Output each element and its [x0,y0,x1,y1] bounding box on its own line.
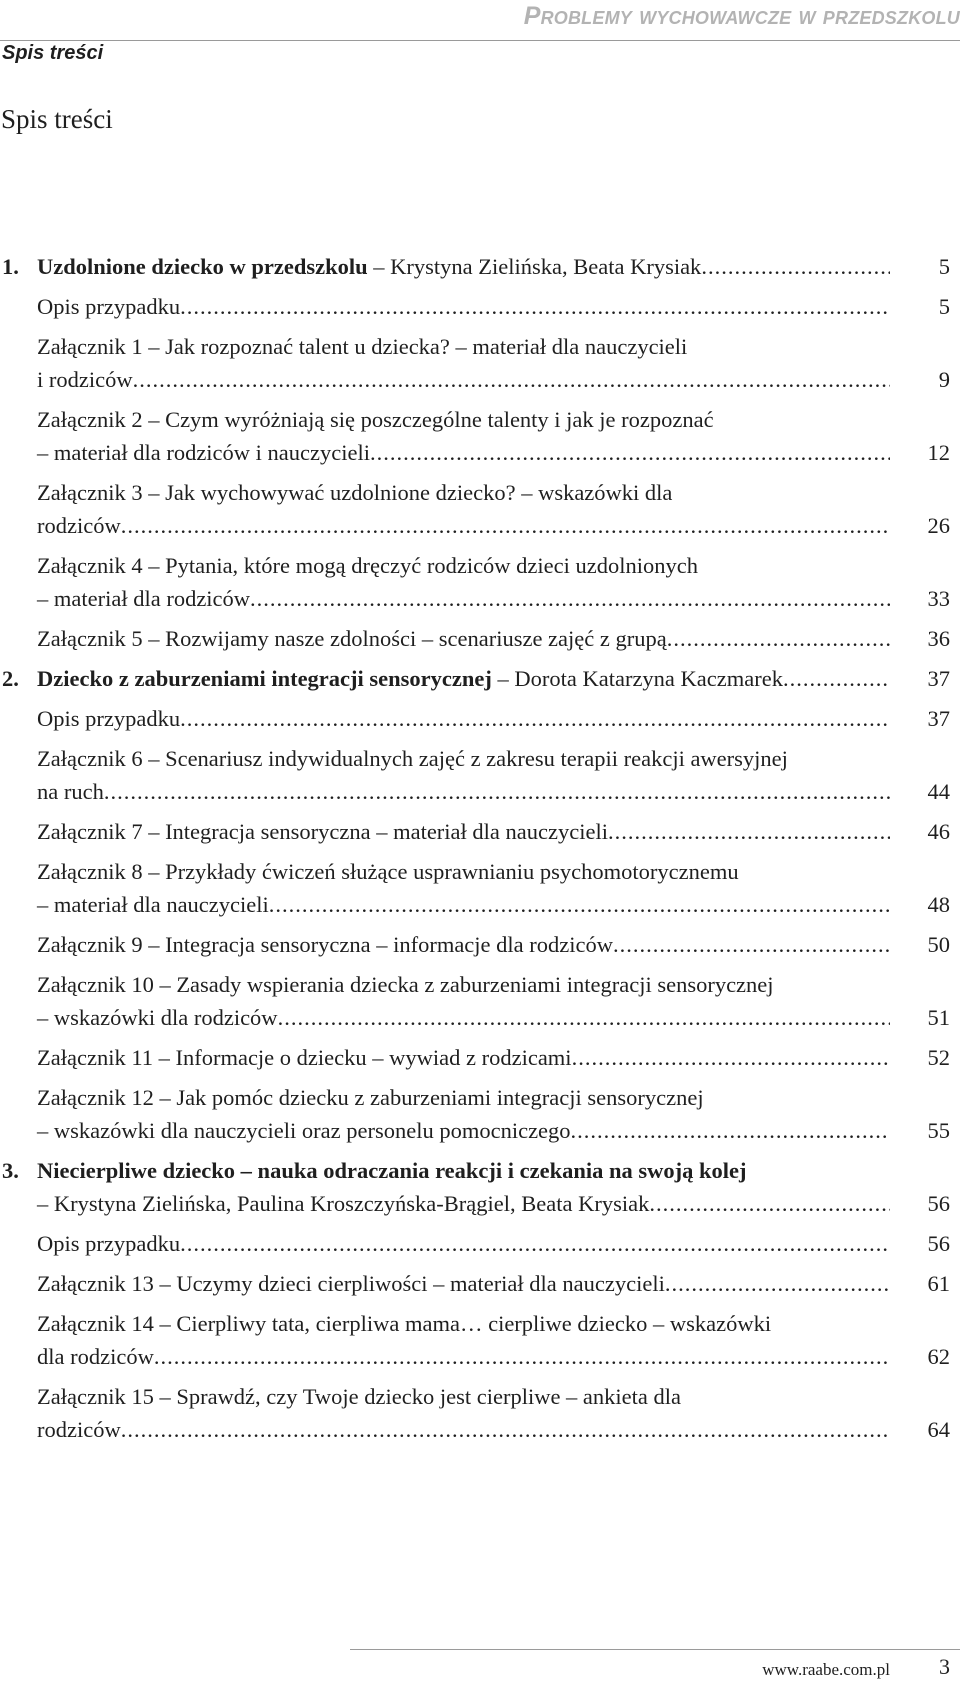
toc-entry-line [37,509,890,542]
toc-entry-title [37,290,180,323]
entry-text: na ruch [37,779,104,804]
footer-divider [350,1649,960,1650]
toc-page-number: 64 [927,1417,950,1442]
toc-entry-title [37,436,370,469]
entry-text: Załącznik 4 – Pytania, które mogą dręczyć rodziców dzieci uzdolnionych [37,553,698,578]
toc-page-number: 36 [927,626,950,651]
dot-leader [180,290,890,323]
toc-entry-line [37,742,890,775]
toc-page-number: 51 [927,1005,950,1030]
entry-text: Opis przypadku [37,294,181,319]
toc-page-number: 5 [938,254,950,279]
toc-page-number: 56 [927,1191,950,1216]
toc-entry[interactable] [0,968,960,1034]
chapter-number: 2. [2,666,19,691]
chapter-number: 1. [2,254,19,279]
publisher-url[interactable]: www.raabe.com.pl [762,1660,890,1679]
toc-entry[interactable] [0,330,960,396]
toc-page-number: 50 [927,932,950,957]
dot-leader [783,662,890,695]
toc-entry-line [37,855,890,888]
entry-text: Załącznik 5 – Rozwijamy nasze zdolności – scenariusze zajęć z grupą [37,626,667,651]
toc-chapter-entry[interactable] [0,250,960,283]
entry-text: – Dorota Katarzyna Kaczmarek [491,666,783,691]
entry-text: Załącznik 7 – Integracja sensoryczna – materiał dla nauczycieli [37,819,608,844]
dot-leader [278,1001,890,1034]
dot-leader [572,1041,890,1074]
toc-entry-line [37,888,890,921]
toc-entry[interactable] [0,1307,960,1373]
toc-entry-title [37,1340,154,1373]
entry-text: rodziców [37,513,121,538]
chapter-number: 3. [2,1158,19,1183]
toc-entry-title [37,888,269,921]
entry-text: – Krystyna Zielińska, Beata Krysiak [367,254,702,279]
toc-page-number: 62 [927,1344,950,1369]
toc-entry-line [37,403,890,436]
toc-entry-title [37,1267,665,1300]
dot-leader [121,509,890,542]
toc-entry-line [37,1187,890,1220]
toc-entry[interactable] [0,549,960,615]
entry-text: – materiał dla rodziców i nauczycieli [37,440,370,465]
toc-entry-line [37,290,890,323]
toc-entry-line [37,1081,890,1114]
toc-chapter-entry[interactable] [0,662,960,695]
dot-leader [649,1187,890,1220]
toc-entry-line [37,1340,890,1373]
entry-text: Opis przypadku [37,706,181,731]
toc-entry-title [37,1187,649,1220]
toc-entry-title [37,1227,180,1260]
toc-entry-title [37,363,133,396]
dot-leader [571,1114,890,1147]
entry-text: Załącznik 15 – Sprawdź, czy Twoje dziecko jest cierpliwe – ankieta dla [37,1384,682,1409]
entry-text: Załącznik 9 – Integracja sensoryczna – informacje dla rodziców [37,932,613,957]
toc-entry[interactable] [0,1227,960,1260]
entry-text: rodziców [37,1417,121,1442]
toc-page-number: 52 [927,1045,950,1070]
toc-page-number: 55 [927,1118,950,1143]
toc-entry-line [37,582,890,615]
toc-entry-title [37,509,121,542]
toc-entry[interactable] [0,742,960,808]
toc-entry-title [37,476,672,509]
toc-page-number: 37 [927,666,950,691]
running-section-title: Spis treści [2,42,104,64]
toc-entry-title [37,1001,278,1034]
toc-entry[interactable] [0,1267,960,1300]
dot-leader [180,1227,890,1260]
toc-entry-title [37,403,714,436]
toc-entry[interactable] [0,622,960,655]
dot-leader [250,582,890,615]
toc-entry-line [37,928,890,961]
toc-entry-title [37,1380,681,1413]
toc-entry-title [37,928,613,961]
dot-leader [701,250,890,283]
toc-page-number: 48 [927,892,950,917]
toc-entry-line [37,436,890,469]
toc-entry[interactable] [0,290,960,323]
toc-entry-line [37,775,890,808]
dot-leader [154,1340,890,1373]
publication-title: Problemy wychowawcze w przedszkolu [523,2,960,30]
toc-entry-title [37,815,608,848]
dot-leader [133,363,890,396]
toc-entry[interactable] [0,403,960,469]
entry-text: – materiał dla rodziców [37,586,251,611]
toc-entry-line [37,622,890,655]
dot-leader [370,436,890,469]
toc-entry[interactable] [0,702,960,735]
entry-text: Załącznik 2 – Czym wyróżniają się poszczególne talenty i jak je rozpoznać [37,407,714,432]
toc-entry-title [37,662,783,695]
toc-entry-line [37,1307,890,1340]
toc-entry-line [37,968,890,1001]
toc-entry[interactable] [0,1081,960,1147]
toc-page-number: 46 [927,819,950,844]
toc-entry-title [37,1307,771,1340]
toc-entry-title [37,1114,571,1147]
entry-text: Załącznik 6 – Scenariusz indywidualnych zajęć z zakresu terapii reakcji awersyjnej [37,746,788,771]
toc-entry-title [37,775,104,808]
entry-text: dla rodziców [37,1344,154,1369]
toc-entry-line [37,549,890,582]
toc-entry-line [37,1041,890,1074]
entry-text: – wskazówki dla nauczycieli oraz personelu pomocniczego [37,1118,571,1143]
dot-leader [104,775,890,808]
toc-entry-title [37,742,788,775]
page-number: 3 [939,1654,950,1679]
toc-chapter-entry[interactable] [0,1154,960,1220]
toc-entry-title [37,582,250,615]
toc-page-number: 26 [927,513,950,538]
toc-entry-line [37,250,890,283]
toc-page-number: 5 [938,294,950,319]
toc-entry[interactable] [0,928,960,961]
entry-text: Załącznik 12 – Jak pomóc dziecku z zaburzeniami integracji sensorycznej [37,1085,704,1110]
toc-page-number: 61 [927,1271,950,1296]
dot-leader [665,1267,890,1300]
entry-text: Załącznik 10 – Zasady wspierania dziecka z zaburzeniami integracji sensorycznej [37,972,774,997]
dot-leader [608,815,890,848]
dot-leader [121,1413,890,1446]
entry-text: – materiał dla nauczycieli [37,892,269,917]
entry-text: – wskazówki dla rodziców [37,1005,278,1030]
entry-text: Załącznik 13 – Uczymy dzieci cierpliwości – materiał dla nauczycieli [37,1271,665,1296]
toc-entry-line [37,1380,890,1413]
toc-entry-line [37,1413,890,1446]
toc-entry-line [37,702,890,735]
toc-entry-line [37,662,890,695]
toc-entry-line [37,476,890,509]
toc-entry[interactable] [0,815,960,848]
page-title: Spis treści [1,104,113,134]
entry-text: i rodziców [37,367,133,392]
toc-entry[interactable] [0,1041,960,1074]
toc-page-number: 12 [927,440,950,465]
toc-entry-line [37,815,890,848]
entry-text: – Krystyna Zielińska, Paulina Kroszczyńska-Brągiel, Beata Krysiak [37,1191,650,1216]
toc-entry-title [37,968,774,1001]
dot-leader [613,928,890,961]
toc-page-number: 9 [938,367,950,392]
entry-text: Załącznik 8 – Przykłady ćwiczeń służące usprawnianiu psychomotorycznemu [37,859,739,884]
toc-entry[interactable] [0,855,960,921]
toc-entry-title [37,1081,704,1114]
toc-entry-title [37,250,701,283]
dot-leader [269,888,890,921]
toc-entry-line [37,1114,890,1147]
toc-entry-title [37,1041,572,1074]
table-of-contents [0,250,960,1453]
toc-entry-title [37,1154,747,1187]
toc-entry-title [37,702,180,735]
entry-text: Załącznik 11 – Informacje o dziecku – wywiad z rodzicami [37,1045,572,1070]
toc-entry-line [37,1267,890,1300]
chapter-title: Niecierpliwe dziecko – nauka odraczania reakcji i czekania na swoją kolej [37,1158,747,1183]
toc-entry-line [37,1227,890,1260]
toc-entry[interactable] [0,476,960,542]
entry-text: Załącznik 1 – Jak rozpoznać talent u dziecka? – materiał dla nauczycieli [37,334,688,359]
header-divider [0,40,960,41]
chapter-title: Dziecko z zaburzeniami integracji sensorycznej [37,666,492,691]
toc-page-number: 37 [927,706,950,731]
toc-page-number: 33 [927,586,950,611]
chapter-title: Uzdolnione dziecko w przedszkolu [37,254,368,279]
toc-entry-title [37,330,687,363]
toc-entry[interactable] [0,1380,960,1446]
entry-text: Opis przypadku [37,1231,181,1256]
toc-entry-line [37,363,890,396]
toc-entry-line [37,330,890,363]
entry-text: Załącznik 3 – Jak wychowywać uzdolnione dziecko? – wskazówki dla [37,480,673,505]
toc-entry-title [37,622,667,655]
dot-leader [667,622,890,655]
dot-leader [180,702,890,735]
toc-page-number: 44 [927,779,950,804]
toc-page-number: 56 [927,1231,950,1256]
toc-entry-title [37,1413,121,1446]
entry-text: Załącznik 14 – Cierpliwy tata, cierpliwa mama… cierpliwe dziecko – wskazówki [37,1311,772,1336]
toc-entry-title [37,549,698,582]
toc-entry-line [37,1001,890,1034]
toc-entry-title [37,855,739,888]
toc-entry-line [37,1154,890,1187]
